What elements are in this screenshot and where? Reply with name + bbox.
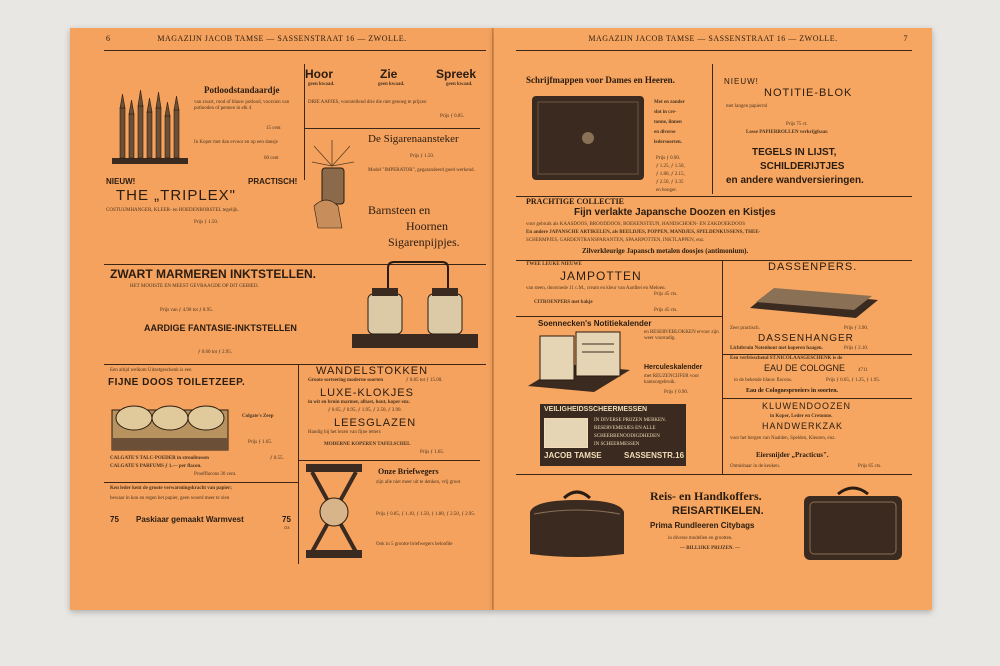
notitie-kicker: NIEUW! (724, 77, 759, 86)
vest-number-right: 75 (282, 515, 291, 524)
toilet-intro: Een altijd welkom Uitzetgeschenk is een (110, 368, 192, 373)
header-rule (104, 50, 486, 51)
left-header-title: MAGAZIJN JACOB TAMSE — SASSENSTRAAT 16 — ZWOLLE. (157, 34, 407, 43)
parfum-text: CALGATE'S PARFUMS ƒ 1.— per flacon. (110, 464, 202, 469)
column-divider (722, 260, 723, 474)
rule (722, 354, 912, 355)
rule (298, 460, 480, 461)
triplex-price: Prijs ƒ 1.50. (194, 220, 219, 225)
eiers-title: Eiersnijder „Practicus". (756, 451, 829, 459)
right-page-header (494, 34, 932, 48)
proef-text: Proefflacons 30 cent. (194, 472, 237, 477)
schrijf-price-1: ƒ 1.25, ƒ 1.50, (656, 164, 685, 169)
briefweger-last: Ook in 5 grootte briefwegers beloofde (376, 542, 453, 547)
dassen-price: Prijs ƒ 3.90. (844, 326, 869, 331)
tie-press-illustration (746, 278, 882, 320)
notitie-title: NOTITIE-BLOK (764, 87, 853, 99)
powder-price: ƒ 0.55. (270, 456, 284, 461)
rule (104, 364, 486, 365)
klokjes-title: LUXE-KLOKJES (320, 387, 414, 399)
handwerkzak-text: voor het bergen van Naalden, Spelden, Kleuren, enz. (730, 436, 836, 441)
japans-title: Fijn verlakte Japansche Doozen en Kistjes (574, 207, 776, 218)
eiers-price: Prijs 65 cts. (858, 464, 882, 469)
schrijf-price-0: Prijs ƒ 0.90. (656, 156, 681, 161)
handwerkzak-title: HANDWERKZAK (762, 421, 844, 431)
barnsteen-line1: Barnsteen en (368, 203, 431, 217)
klokjes-prices: ƒ 0.65, ƒ 0.95, ƒ 1.95, ƒ 2.50, ƒ 3.90. (328, 408, 402, 413)
soap-box-illustration (110, 390, 230, 452)
vest-cents: cts (284, 526, 290, 531)
citroen-text: CITROENPERS met bakje (534, 300, 593, 305)
spreek-word: Spreek (436, 67, 477, 81)
schrijf-text4: en diverse (654, 130, 676, 135)
briefweger-text: zijn alle niet meer uit te denken, vrij groot (376, 480, 461, 485)
tegels-line3: en andere wandversieringen. (726, 175, 864, 186)
razor-ad-line1: VEILIGHEIDSSCHEERMESSEN (544, 406, 648, 413)
marmer-price: Prijs van ƒ 4.90 tot ƒ 8.95. (160, 308, 213, 313)
potlood-price2: 60 cent (264, 156, 279, 161)
wandel-price: ƒ 0.85 tot ƒ 15.00. (406, 378, 443, 383)
soennecken-text: en RESERVEBLOKKEN ervoor zijn weer voorradig. (644, 330, 719, 342)
spreek-sub: geen kwaad. (446, 82, 473, 87)
potlood-text2: In Koper met dan ervoor en op een dansje (194, 140, 278, 145)
wandel-line: Groote sorteering moderne soorten (308, 378, 384, 383)
leesglazen-title: LEESGLAZEN (334, 417, 417, 429)
eiers-text: Onmisbaar in de keuken. (730, 464, 780, 469)
inkstand-illustration (350, 260, 480, 352)
reis-line2: in diverse modellen en grootten. (668, 536, 733, 541)
schrijf-price-3: ƒ 2.50, ƒ 3.35 (656, 180, 684, 185)
sigaren-text: Model "IMPERATOR", gegarandeerd goed werkend. (368, 168, 475, 173)
aapjes-text: DRIE AAPJES, voorstellend drie die niet genoeg te prijzen (308, 100, 427, 105)
left-page (70, 28, 494, 610)
jampot-title: JAMPOTTEN (560, 269, 642, 283)
hanger-text: Lichtbruin Notenhout met koperen haagen. (730, 346, 823, 351)
sigaren-price: Prijs ƒ 1.50. (410, 154, 435, 159)
triplex-title: THE „TRIPLEX" (116, 187, 237, 204)
column-divider (298, 364, 299, 564)
tafelschel-title: MODERNE KOPEREN TAFELSCHEL (324, 442, 411, 447)
zie-sub: geen kwaad. (378, 82, 405, 87)
toilet-price: Prijs ƒ 1.65. (248, 440, 273, 445)
rule (516, 316, 722, 317)
schrijf-text2: slot in cre- (654, 110, 677, 115)
japans-text: voor gebruik als KAASDOOS, BROODDOOS, BOEKENSTEUN, HANDSCHOEN- EN ZAKDOEKDOOS (526, 222, 746, 227)
right-page (494, 28, 932, 610)
aapjes-price: Prijs ƒ 0.85. (440, 114, 465, 119)
hercules-price: Prijs ƒ 0.90. (664, 390, 689, 395)
lighter-illustration (308, 136, 358, 230)
fantasie-title: AARDIGE FANTASIE-INKTSTELLEN (144, 323, 297, 333)
doctor-bag-illustration (524, 484, 630, 560)
pencil-stand-illustration (110, 78, 190, 166)
notitie-rollen: Losse PAPIERROLLEN verkrijgbaar. (746, 130, 829, 135)
potlood-text: van zwart, rood of blauw potlood, voorzien van potlooden of pennen in elk 4 (194, 100, 290, 112)
column-divider (712, 64, 713, 194)
triplex-kicker-left: NIEUW! (106, 177, 136, 186)
notitie-price: Prijs 75 ct. (786, 122, 808, 127)
cologne-number: 4711 (858, 368, 868, 373)
citroen-price: Prijs 45 cts. (654, 308, 678, 313)
potlood-price: 15 cent (266, 126, 281, 131)
header-rule (516, 50, 912, 51)
hanger-title: DASSENHANGER (758, 333, 854, 344)
razor-ad-foot-right: SASSENSTR.16 (624, 451, 685, 460)
rule (304, 128, 480, 129)
triplex-line: COSTUUMHANGER, KLEER- en HOEDENBORSTEL tegelijk. (106, 208, 239, 213)
vest-title: Paskiaar gemaakt Warmvest (136, 515, 244, 524)
reis-sub: REISARTIKELEN. (672, 505, 764, 517)
cologne-intro: Een verfrisschend ST.NICOLAASGESCHENK is de (730, 356, 843, 361)
rule (516, 474, 912, 475)
cologne-price: Prijs ƒ 0.65, ƒ 1.25, ƒ 1.95. (826, 378, 881, 383)
japans-metal: Zilverkleurige Japansch metalen doosjes (antimonium). (582, 247, 749, 255)
schrijf-price-4: en hooger. (656, 188, 677, 193)
razor-ad-line3: RESERVEMESJES EN ALLE (594, 426, 656, 431)
sigaren-title: De Sigarenaansteker (368, 133, 459, 145)
page-number-left: 6 (106, 34, 111, 43)
razor-ad-line4: SCHEERBENOODIGDHEDEN (594, 434, 660, 439)
leesglazen-text: Handig bij het lezen van fijne letters (308, 430, 381, 435)
right-header-title: MAGAZIJN JACOB TAMSE — SASSENSTRAAT 16 — ZWOLLE. (588, 34, 838, 43)
jampot-kicker: TWEE LEUKE NIEUWE (526, 262, 582, 267)
japans-text3: SCHERMPJES, GARDENTRANSPARANTEN, SPAARPOTTEN, INKTLAPPEN, enz. (526, 238, 705, 243)
suitcase-illustration (800, 480, 906, 564)
cologne-sub: Eau de Colognesproeiers in soorten. (746, 388, 839, 394)
vest-number-left: 75 (110, 515, 119, 524)
hanger-price: Prijs ƒ 2.10. (844, 346, 869, 351)
hoor-sub: geen kwaad. (308, 82, 335, 87)
toilet-title: FIJNE DOOS TOILETZEEP. (108, 377, 246, 388)
jampot-text: van steen, doorsnede 11 c.M., cream en kleur van Aardbei en Meloen. (526, 286, 666, 291)
barnsteen-line3: Sigarenpijpjes. (388, 235, 460, 249)
writing-case-illustration (530, 94, 646, 182)
schrijf-price-2: ƒ 1.80, ƒ 2.15, (656, 172, 685, 177)
klokjes-line: in wit en bruin marmer, albast, hout, koper enz. (308, 400, 410, 405)
hercules-title: Herculeskalender (644, 364, 703, 371)
dassen-text: Zeer practisch. (730, 326, 760, 331)
rule (104, 482, 298, 483)
powder-text: CALGATE'S TALC-POEDER in strooibussen (110, 456, 209, 461)
kluwen-sub: in Koper, Leder en Cretonne. (770, 414, 833, 419)
razor-ad-panel (540, 404, 686, 466)
razor-ad-line2: IN DIVERSE PRIJZEN MERKEN. (594, 418, 666, 423)
triplex-kicker-right: PRACTISCH! (248, 177, 298, 186)
reis-line: Prima Rundleeren Citybags (650, 521, 755, 530)
toilet-brand: Colgate's Zeep (242, 414, 274, 419)
marmer-title: ZWART MARMEREN INKTSTELLEN. (110, 267, 316, 281)
soennecken-title: Soennecken's Notitiekalender (538, 319, 652, 328)
japans-kicker: PRACHTIGE COLLECTIE (526, 197, 625, 206)
barnsteen-line2: Hoornen (406, 219, 448, 233)
tegels-line2: SCHILDERIJTJES (760, 161, 845, 172)
cologne-text: in de bekende blauw flacons. (734, 378, 793, 383)
letter-scale-illustration (302, 462, 370, 562)
japans-text2: En andere JAPANSCHE ARTIKELEN, als BEELDJES, POPPEN, MANDJES, SPELDENKUSSENS, THEE- (526, 230, 761, 235)
cologne-title: EAU DE COLOGNE (764, 363, 846, 373)
razor-illustration (544, 418, 588, 448)
razor-ad-foot-left: JACOB TAMSE (544, 451, 602, 460)
schrijf-text3: tonne, linnen (654, 120, 682, 125)
hercules-text: met REUZENCIJFER voor kantoorgebruik. (644, 374, 699, 386)
hoor-word: Hoor (305, 67, 333, 81)
left-page-header (70, 34, 494, 48)
reis-line3: — BILLIJKE PRIJZEN. — (680, 546, 741, 551)
tegels-line1: TEGELS IN LIJST, (752, 147, 837, 158)
potlood-title: Potloodstandaardje (204, 85, 280, 95)
dassen-title: DASSENPERS. (768, 261, 858, 273)
schrijf-text5: ledersoorten. (654, 140, 682, 145)
briefweger-title: Onze Briefwegers (378, 467, 439, 476)
schrijf-text1: Met en zonder (654, 100, 685, 105)
tafelschel-price: Prijs ƒ 1.65. (420, 450, 445, 455)
fantasie-price: ƒ 0.60 tot ƒ 2.95. (198, 350, 233, 355)
groote-line: Ken leder kent de groote verwarmingskracht van papier; (110, 486, 232, 491)
page-number-right: 7 (903, 34, 908, 43)
column-divider (304, 64, 305, 180)
wandel-title: WANDELSTOKKEN (316, 365, 429, 377)
rule (722, 398, 912, 399)
schrijf-title: Schrijfmappen voor Dames en Heeren. (526, 75, 675, 85)
razor-ad-line5: IN SCHEERMESSEN (594, 442, 640, 447)
marmer-sub: HET MOOISTE EN MEEST GEVRAAGDE OP DIT GEBIED. (130, 284, 259, 289)
briefweger-prices: Prijs ƒ 0.85, ƒ 1.10, ƒ 1.50, ƒ 1.80, ƒ 2.50, ƒ 2.95. (376, 512, 476, 517)
kluwen-title: KLUWENDOOZEN (762, 401, 852, 411)
calendar-illustration (524, 330, 634, 394)
notitie-text: met langen papierrol (726, 104, 768, 109)
reis-title: Reis- en Handkoffers. (650, 489, 762, 503)
groote-text: bewaar in kou en regen het papier, geen woord meer te zien (110, 496, 230, 501)
zie-word: Zie (380, 67, 398, 81)
jampot-price1: Prijs 45 cts. (654, 292, 678, 297)
